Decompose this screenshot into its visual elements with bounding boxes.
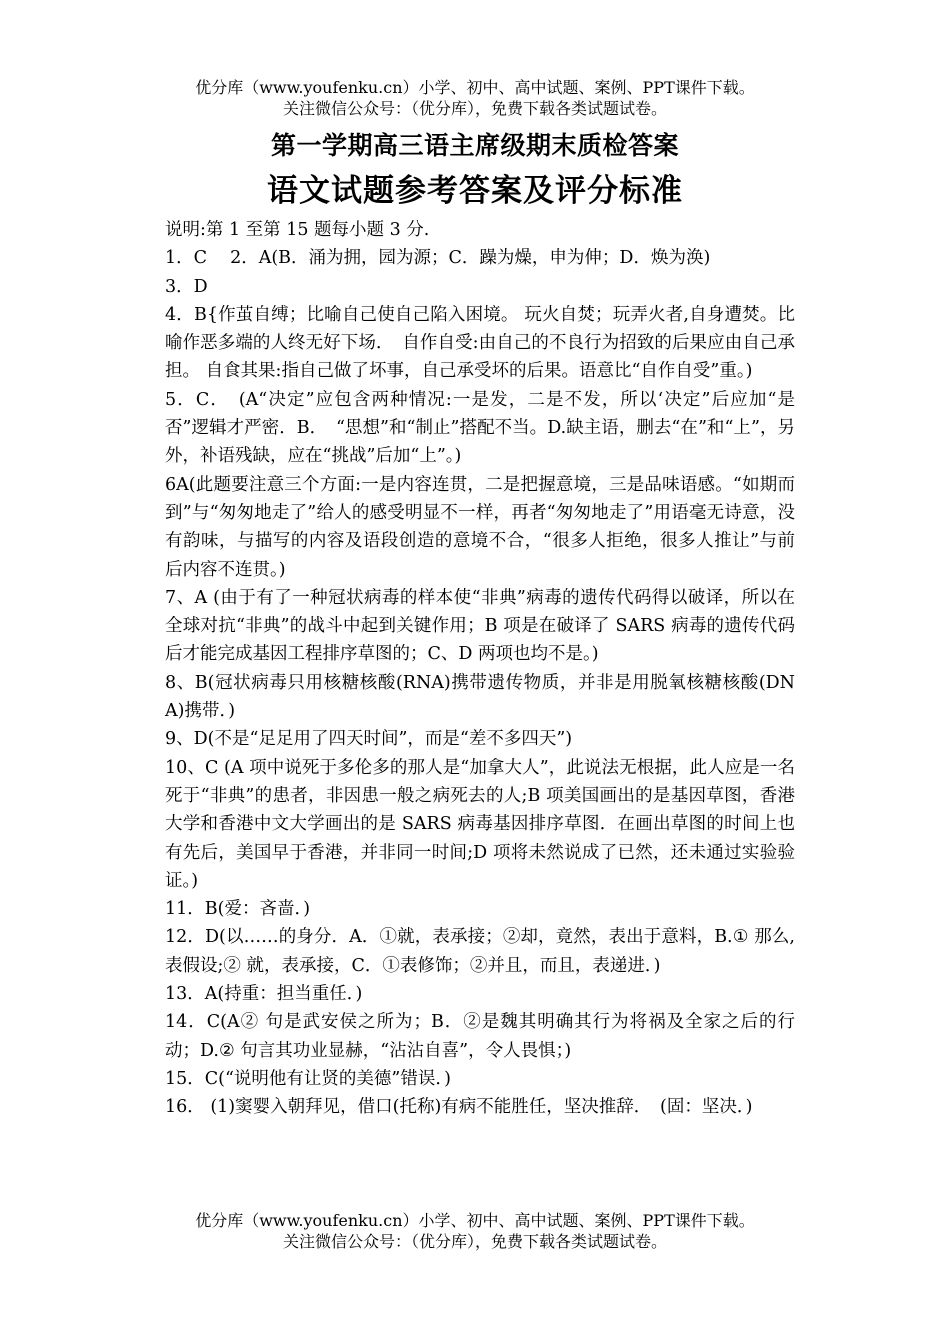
footer-line-1: 优分库（www.youfenku.cn）小学、初中、高中试题、案例、PPT课件下载。: [195, 1211, 755, 1230]
answer-item: 16． (1)窦婴入朝拜见，借口(托称)有病不能胜任，坚决推辞． (固：坚决．): [165, 1097, 753, 1118]
answer-item: 3．D: [165, 276, 208, 297]
answer-item: 14．C(A② 句是武安侯之所为；B．②是魏其明确其行为将祸及全家之后的行动；D.② 句言其功业显赫，“沾沾自喜”，令人畏惧；): [165, 1012, 795, 1061]
answer-item: 6A(此题要注意三个方面:一是内容连贯，二是把握意境，三是品味语感。“如期而到”与“匆匆地走了”给人的感受明显不一样，再者“匆匆地走了”用语毫无诗意，没有韵味，与描写的内容及语段创造的意境不合，“很多人拒绝，很多人推让”与前后内容不连贯。): [165, 474, 795, 580]
answer-item: 12．D(以……的身分．A．①就，表承接；②却，竟然，表出于意料，B.① 那么,表假设;② 就，表承接，C．①表修饰；②并且，而且，表递进．): [165, 927, 795, 976]
answer-item: 13．A(持重：担当重任．): [165, 984, 363, 1005]
header-line-1: 优分库（www.youfenku.cn）小学、初中、高中试题、案例、PPT课件下载。: [195, 78, 755, 97]
answer-item: 9、D(不是“足足用了四天时间”，而是“差不多四天”): [165, 729, 573, 750]
answer-note: 说明:第 1 至第 15 题每小题 3 分.: [165, 220, 430, 240]
answer-item: 10、C (A 项中说死于多伦多的那人是“加拿大人”，此说法无根据，此人应是一名死于“非典”的患者，非因患一般之病死去的人;B 项美国画出的是基因草图，香港大学和香港中文大学画出的是 SARS 病毒基因排序草图．在画出草图的时间上也有先后，美国早于香港，并非同一时间;D 项将未然说成了已然，还未通过实验验证。): [165, 757, 795, 891]
footer-banner: [0, 1210, 950, 1252]
document-subtitle: 语文试题参考答案及评分标准: [267, 173, 683, 209]
answer-item: 4．B{作茧自缚；比喻自己使自己陷入困境。 玩火自焚；玩弄火者,自身遭焚。比喻作恶多端的人终无好下场． 自作自受:由自己的不良行为招致的后果应由自己承担。 自食其果:指自己做了坏事，自己承受坏的后果。语意比“自作自受”重。): [165, 304, 795, 382]
document-title: 第一学期高三语主席级期末质检答案: [270, 131, 679, 160]
footer-line-2: 关注微信公众号：（优分库），免费下载各类试题试卷。: [282, 1232, 667, 1251]
answer-body: [165, 216, 795, 1122]
answer-item: 11．B(爱：吝啬．): [165, 899, 311, 920]
answer-item: 7、A (由于有了一种冠状病毒的样本使“非典”病毒的遗传代码得以破译，所以在全球对抗“非典”的战斗中起到关键作用；B 项是在破译了 SARS 病毒的遗传代码后才能完成基因工程排序草图的；C、D 两项也均不是。): [165, 587, 795, 665]
header-banner: [0, 77, 950, 119]
header-line-2: 关注微信公众号：（优分库），免费下载各类试题试卷。: [282, 99, 667, 118]
answer-item: 8、B(冠状病毒只用核糖核酸(RNA)携带遗传物质，并非是用脱氧核糖核酸(DNA)携带．): [165, 672, 795, 722]
answer-item: 1．C 2．A(B．涌为拥，园为源；C．躁为燥，申为伸；D．焕为涣): [165, 248, 711, 269]
answer-item: 15．C(“说明他有让贤的美德”错误．): [165, 1068, 451, 1089]
answer-item: 5．C． (A“决定”应包含两种情况:一是发，二是不发，所以‘决定”后应加“是否”逻辑才严密．B． “思想”和“制止”搭配不当。D.缺主语，删去“在”和“上”，另外，补语残缺，应在“挑战”后加“上”。): [165, 389, 795, 467]
